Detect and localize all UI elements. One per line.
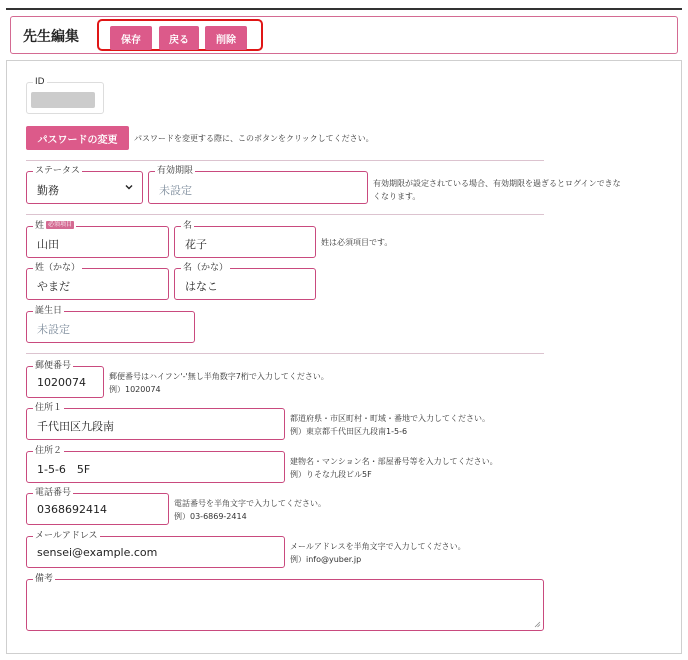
status-select[interactable] <box>26 166 143 204</box>
phone-value: 0368692414 <box>37 503 107 516</box>
required-badge: 必須項目 <box>48 221 73 228</box>
last-name-kana-value: やまだ <box>37 280 70 293</box>
address2-label: 住所２ <box>35 446 63 456</box>
name-help: 姓は必須項目です。 <box>321 238 393 247</box>
birthday-placeholder: 未設定 <box>37 323 70 336</box>
save-button[interactable]: 保存 <box>110 26 152 50</box>
last-name-field[interactable] <box>26 221 169 258</box>
phone-label: 電話番号 <box>35 488 72 498</box>
notes-label: 備考 <box>35 574 54 584</box>
change-password-button[interactable]: パスワードの変更 <box>26 126 129 150</box>
divider <box>26 353 544 354</box>
expiry-label: 有効期限 <box>157 166 194 176</box>
first-name-value: 花子 <box>185 238 207 251</box>
first-name-kana-value: はなこ <box>185 280 218 293</box>
id-value-masked <box>31 92 95 108</box>
notes-textarea[interactable] <box>26 574 544 631</box>
id-field <box>26 77 104 114</box>
first-name-label: 名 <box>183 221 193 231</box>
last-name-kana-field[interactable] <box>26 263 169 300</box>
first-name-kana-field[interactable] <box>174 263 316 300</box>
chevron-down-icon <box>124 182 134 192</box>
birthday-label: 誕生日 <box>35 306 63 316</box>
address1-help: 都道府県・市区町村・町域・番地で入力してください。 例）東京都千代田区九段南1-5-6 <box>290 414 490 436</box>
last-name-label: 姓 必須項目 <box>33 220 76 232</box>
top-rule <box>6 8 682 10</box>
status-label: ステータス <box>35 166 80 176</box>
back-button[interactable]: 戻る <box>159 26 199 50</box>
password-help: パスワードを変更する際に、このボタンをクリックしてください。 <box>134 134 374 143</box>
address1-field[interactable] <box>26 403 285 440</box>
expiry-date-field[interactable] <box>148 166 368 204</box>
action-button-group <box>97 19 263 51</box>
address1-value: 千代田区九段南 <box>37 420 114 433</box>
address1-label: 住所１ <box>35 403 63 413</box>
phone-help: 電話番号を半角文字で入力してください。 例）03-6869-2414 <box>174 499 326 521</box>
resize-handle-icon[interactable] <box>534 621 541 628</box>
email-help: メールアドレスを半角文字で入力してください。 例）info@yuber.jp <box>290 542 466 564</box>
postal-code-value: 1020074 <box>37 376 86 389</box>
page-title: 先生編集 <box>23 29 79 45</box>
birthday-field[interactable] <box>26 306 195 343</box>
delete-button[interactable]: 削除 <box>205 26 247 50</box>
status-value: 勤務 <box>37 184 59 197</box>
email-label: メールアドレス <box>35 531 98 541</box>
expiry-placeholder: 未設定 <box>159 184 192 197</box>
id-label: ID <box>35 77 45 87</box>
first-name-kana-label: 名（かな） <box>183 263 229 273</box>
address2-field[interactable] <box>26 446 285 483</box>
phone-field[interactable] <box>26 488 169 525</box>
last-name-kana-label: 姓（かな） <box>35 263 81 273</box>
email-value: sensei@example.com <box>37 546 158 559</box>
page-header <box>10 16 678 54</box>
postal-code-field[interactable] <box>26 361 104 398</box>
email-field[interactable] <box>26 531 285 568</box>
divider <box>26 160 544 161</box>
last-name-value: 山田 <box>37 238 59 251</box>
expiry-help: 有効期限が設定されている場合、有効期限を過ぎるとログインできな くなります。 <box>373 179 621 201</box>
postal-code-label: 郵便番号 <box>35 361 72 371</box>
address2-help: 建物名・マンション名・部屋番号等を入力してください。 例）りそな九段ビル5F <box>290 457 498 479</box>
divider <box>26 214 544 215</box>
postal-code-help: 郵便番号はハイフン'-'無し半角数字7桁で入力してください。 例）1020074 <box>109 372 329 394</box>
address2-value: 1-5-6 5F <box>37 463 91 476</box>
first-name-field[interactable] <box>174 221 316 258</box>
